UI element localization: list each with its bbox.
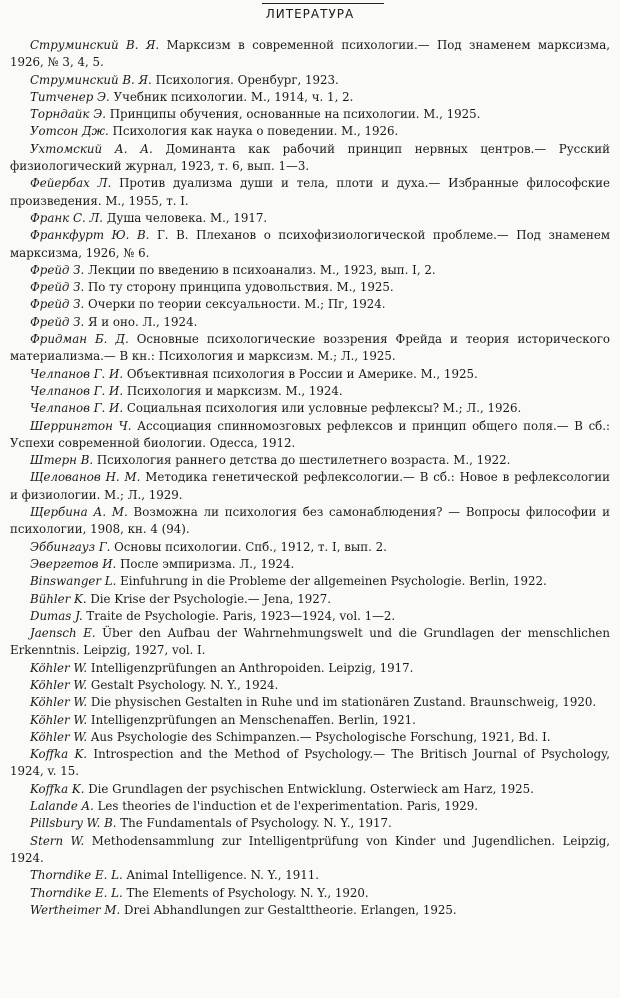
reference-author: Челпанов Г. И. bbox=[30, 401, 124, 416]
reference-text: Intelligenzprüfungen an Menschenaffen. Berlin, 1921. bbox=[90, 712, 416, 727]
reference-text: Очерки по теории сексуальности. М.; Пг, 1924. bbox=[88, 297, 386, 312]
reference-text: Die Krise der Psychologie.— Jena, 1927. bbox=[90, 591, 331, 606]
reference-entry bbox=[10, 210, 610, 227]
reference-author: Pillsbury W. B. bbox=[30, 816, 117, 831]
reference-entry bbox=[10, 141, 610, 176]
reference-entry bbox=[10, 37, 610, 72]
reference-author: Köhler W. bbox=[30, 729, 88, 744]
reference-entry bbox=[10, 833, 610, 868]
reference-author: Thorndike E. L. bbox=[30, 885, 123, 900]
reference-entry bbox=[10, 383, 610, 400]
reference-author: Щелованов Н. М. bbox=[30, 470, 141, 485]
reference-author: Торндайк Э. bbox=[30, 107, 106, 122]
reference-author: Эвергетов И. bbox=[30, 556, 117, 571]
reference-text: Г. В. Плеханов о психофизиологической проблеме.— Под знаменем марксизма, 1926, № 6. bbox=[10, 228, 611, 260]
reference-entry bbox=[10, 591, 610, 608]
reference-author: Эббингауз Г. bbox=[30, 539, 111, 554]
reference-text: Drei Abhandlungen zur Gestalttheorie. Erlangen, 1925. bbox=[124, 902, 457, 917]
reference-text: Методика генетической рефлексологии.— В сб.: Новое в рефлексологии и физиологии. М.; Л., 1929. bbox=[10, 470, 611, 502]
reference-entry bbox=[10, 314, 610, 331]
reference-entry bbox=[10, 106, 610, 123]
reference-text: Traite de Psychologie. Paris, 1923—1924, vol. 1—2. bbox=[86, 608, 396, 623]
reference-entry bbox=[10, 227, 610, 262]
reference-text: Introspection and the Method of Psychology.— The Britisch Journal of Psychology, 1924, v. 15. bbox=[10, 747, 610, 779]
reference-text: Я и оно. Л., 1924. bbox=[88, 314, 198, 329]
reference-text: Основы психологии. Спб., 1912, т. I, вып. 2. bbox=[114, 539, 387, 554]
reference-entry bbox=[10, 902, 610, 919]
reference-text: Психология. Оренбург, 1923. bbox=[155, 72, 339, 87]
reference-text: The Elements of Psychology. N. Y., 1920. bbox=[126, 885, 369, 900]
reference-entry bbox=[10, 469, 610, 504]
reference-author: Струминский В. Я. bbox=[30, 38, 160, 52]
reference-text: Учебник психологии. М., 1914, ч. 1, 2. bbox=[113, 89, 354, 104]
reference-entry bbox=[10, 331, 610, 366]
reference-entry bbox=[10, 677, 610, 694]
reference-text: После эмпиризма. Л., 1924. bbox=[120, 556, 295, 571]
reference-text: Марксизм в современной психологии.— Под знаменем марксизма, 1926, № 3, 4, 5. bbox=[10, 38, 610, 70]
reference-author: Stern W. bbox=[30, 833, 85, 848]
reference-text: Социальная психология или условные рефлексы? М.; Л., 1926. bbox=[126, 401, 522, 416]
reference-text: Против дуализма души и тела, плоти и духа.— Избранные философские произведения. М., 1955, т. I. bbox=[10, 176, 610, 208]
reference-entry bbox=[10, 504, 610, 539]
reference-author: Франкфурт Ю. В. bbox=[30, 228, 150, 243]
reference-author: Фрейд З. bbox=[30, 314, 85, 329]
reference-entry bbox=[10, 89, 610, 106]
reference-author: Koffka K. bbox=[30, 781, 85, 796]
reference-author: Фридман Б. Д. bbox=[30, 332, 129, 347]
reference-author: Koffka K. bbox=[30, 747, 88, 762]
reference-author: Köhler W. bbox=[30, 695, 88, 710]
reference-entry bbox=[10, 729, 610, 746]
page-title: ЛИТЕРАТУРА bbox=[265, 7, 355, 21]
reference-entry bbox=[10, 72, 610, 89]
reference-text: Психология и марксизм. М., 1924. bbox=[126, 383, 343, 398]
reference-entry bbox=[10, 366, 610, 383]
reference-author: Bühler K. bbox=[30, 591, 87, 606]
reference-entry bbox=[10, 608, 610, 625]
reference-text: Лекции по введению в психоанализ. М., 1923, вып. I, 2. bbox=[88, 262, 436, 277]
reference-author: Титченер Э. bbox=[30, 89, 110, 104]
reference-entry bbox=[10, 885, 610, 902]
reference-author: Wertheimer M. bbox=[30, 902, 121, 917]
reference-author: Фрейд З. bbox=[30, 280, 85, 295]
reference-text: Психология раннего детства до шестилетнего возраста. М., 1922. bbox=[96, 453, 511, 468]
reference-text: Aus Psychologie des Schimpanzen.— Psychologische Forschung, 1921, Bd. I. bbox=[90, 729, 551, 744]
reference-author: Фейербах Л. bbox=[30, 176, 112, 191]
reference-entry bbox=[10, 296, 610, 313]
reference-text: Основные психологические воззрения Фрейда и теория исторического материализма.— В кн.: Психология и марксизм. М.; Л., 1925. bbox=[10, 332, 610, 364]
reference-text: Принципы обучения, основанные на психологии. М., 1925. bbox=[109, 107, 481, 122]
reference-author: Щербина А. М. bbox=[30, 505, 128, 520]
reference-entry bbox=[10, 815, 610, 832]
reference-entry bbox=[10, 573, 610, 590]
reference-entry bbox=[10, 867, 610, 884]
reference-entry bbox=[10, 660, 610, 677]
reference-text: Animal Intelligence. N. Y., 1911. bbox=[126, 868, 319, 883]
reference-author: Dumas J. bbox=[30, 608, 83, 623]
reference-entry bbox=[10, 694, 610, 711]
reference-author: Челпанов Г. И. bbox=[30, 383, 124, 398]
reference-entry bbox=[10, 279, 610, 296]
reference-text: По ту сторону принципа удовольствия. М., 1925. bbox=[88, 280, 394, 295]
reference-entry bbox=[10, 400, 610, 417]
reference-text: Доминанта как рабочий принцип нервных центров.— Русский физиологический журнал, 1923, т. 6, вып. 1—3. bbox=[10, 141, 610, 174]
header-rule bbox=[262, 3, 384, 4]
reference-author: Lalande A. bbox=[30, 799, 94, 814]
reference-author: Уотсон Дж. bbox=[30, 124, 109, 139]
reference-text: Gestalt Psychology. N. Y., 1924. bbox=[90, 677, 279, 692]
reference-author: Струминский В. Я. bbox=[30, 72, 152, 87]
reference-text: Intelligenzprüfungen an Anthropoiden. Leipzig, 1917. bbox=[90, 660, 414, 675]
reference-author: Binswanger L. bbox=[30, 574, 117, 589]
reference-text: Einfuhrung in die Probleme der allgemeinen Psychologie. Berlin, 1922. bbox=[120, 574, 547, 589]
reference-author: Köhler W. bbox=[30, 677, 88, 692]
reference-author: Köhler W. bbox=[30, 660, 88, 675]
reference-entry bbox=[10, 123, 610, 140]
reference-entry bbox=[10, 712, 610, 729]
reference-author: Челпанов Г. И. bbox=[30, 366, 124, 381]
reference-entry bbox=[10, 625, 610, 660]
reference-author: Шеррингтон Ч. bbox=[30, 418, 132, 433]
reference-text: Душа человека. М., 1917. bbox=[106, 210, 268, 225]
reference-text: Les theories de l'induction et de l'experimentation. Paris, 1929. bbox=[97, 799, 478, 814]
reference-text: Über den Aufbau der Wahrnehmungswelt und die Grundlagen der menschlichen Erkenntnis. Leipzig, 1927, vol. I. bbox=[10, 626, 610, 658]
reference-author: Фрейд З. bbox=[30, 262, 85, 277]
reference-text: Ассоциация спинномозговых рефлексов и принцип общего поля.— В сб.: Успехи современной биологии. Одесса, 1912. bbox=[10, 418, 611, 450]
reference-entry bbox=[10, 746, 610, 781]
reference-author: Ухтомский А. А. bbox=[30, 141, 153, 156]
reference-text: Психология как наука о поведении. М., 1926. bbox=[112, 124, 399, 139]
reference-text: Возможна ли психология без самонаблюдения? — Вопросы философии и психологии, 1908, кн. 4 (94). bbox=[10, 505, 611, 537]
reference-author: Штерн В. bbox=[30, 453, 94, 468]
reference-author: Франк С. Л. bbox=[30, 210, 104, 225]
reference-list bbox=[10, 37, 610, 919]
reference-author: Köhler W. bbox=[30, 712, 88, 727]
reference-author: Фрейд З. bbox=[30, 297, 85, 312]
reference-entry bbox=[10, 798, 610, 815]
reference-text: Methodensammlung zur Intelligentprüfung von Kinder und Jugendlichen. Leipzig, 1924. bbox=[10, 833, 611, 865]
reference-entry bbox=[10, 781, 610, 798]
reference-text: Die Grundlagen der psychischen Entwicklung. Osterwieck am Harz, 1925. bbox=[88, 781, 534, 796]
reference-entry bbox=[10, 262, 610, 279]
reference-text: The Fundamentals of Psychology. N. Y., 1917. bbox=[120, 816, 392, 831]
reference-entry bbox=[10, 175, 610, 210]
reference-entry bbox=[10, 452, 610, 469]
reference-entry bbox=[10, 539, 610, 556]
reference-author: Jaensch E. bbox=[30, 626, 96, 641]
reference-text: Объективная психология в России и Америке. М., 1925. bbox=[126, 366, 478, 381]
reference-entry bbox=[10, 556, 610, 573]
reference-text: Die physischen Gestalten in Ruhe und im stationären Zustand. Braunschweig, 1920. bbox=[90, 695, 597, 710]
reference-author: Thorndike E. L. bbox=[30, 868, 123, 883]
reference-entry bbox=[10, 418, 610, 453]
